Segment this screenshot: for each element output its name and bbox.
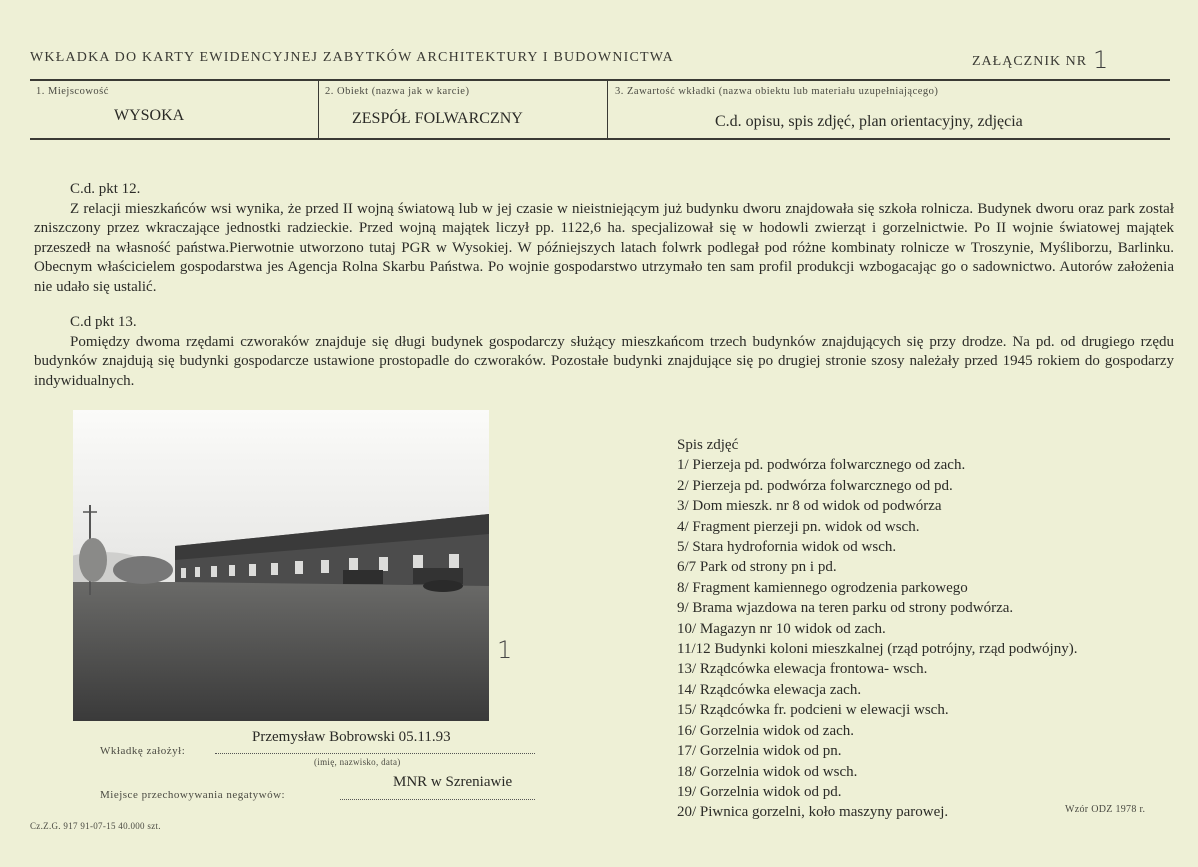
list-item: 8/ Fragment kamiennego ogrodzenia parkowego <box>677 579 968 596</box>
field-label-contents: 3. Zawartość wkładki (nazwa obiektu lub materiału uzupełniającego) <box>615 86 939 97</box>
photo-number: 1 <box>497 636 513 664</box>
photo-list-title: Spis zdjęć <box>677 437 739 453</box>
bottom-rule <box>30 138 1170 140</box>
list-item: 2/ Pierzeja pd. podwórza folwarcznego od pd. <box>677 477 953 494</box>
field-label-object: 2. Obiekt (nazwa jak w karcie) <box>325 86 470 97</box>
compiled-label: Wkładkę założył: <box>100 745 186 757</box>
description-section-12 <box>34 180 1174 297</box>
list-item: 14/ Rządcówka elewacja zach. <box>677 681 862 698</box>
storage-value: MNR w Szreniawie <box>393 774 513 790</box>
farm-building-photo <box>73 410 489 721</box>
photo-list <box>677 435 1077 823</box>
attachment-label <box>972 46 1109 74</box>
list-item: 9/ Brama wjazdowa na teren parku od strony podwórza. <box>677 600 1014 617</box>
field-divider-2 <box>607 81 608 138</box>
list-item: 6/7 Park od strony pn i pd. <box>677 559 837 576</box>
top-rule <box>30 79 1170 81</box>
list-item: 11/12 Budynki koloni mieszkalnej (rząd potrójny, rząd podwójny). <box>677 641 1078 658</box>
field-label-location: 1. Miejscowość <box>36 86 109 97</box>
list-item: 1/ Pierzeja pd. podwórza folwarcznego od zach. <box>677 457 966 474</box>
list-item: 15/ Rządcówka fr. podcieni w elewacji wsch. <box>677 702 949 719</box>
description-section-13 <box>34 313 1174 391</box>
attachment-number: 1 <box>1093 46 1110 74</box>
list-item: 5/ Stara hydrofornia widok od wsch. <box>677 539 897 556</box>
section-text: Z relacji mieszkańców wsi wynika, że przed II wojną światową lub w jej czasie w nieistniejącym już budynku dworu znajdowała się szkoła rolnicza. Budynek dworu oraz park został zniszczony przez wkraczające jednostki radzieckie. Przed wojną majątek liczył pp. 1122,6 ha. specjalizował się w hodowli zwierząt i gorzelnictwie. Po II wojnie światowej majątek przeszedł na własność państwa.Pierwotnie utworzono tutaj PGR w Wysokiej. W późniejszych latach folwrk podlegał pod różne kombinaty rolnicze w Troszynie, Myśliborzu, Barlinku. Obecnym właścicielem gospodarstwa jes Agencja Rolna Skarbu Państwa. Po wojnie gospodarstwo utrzymało ten sam profil produkcji wzbogacając go o sadownictwo. Autorów założenia nie udało się ustalić. <box>34 200 1174 295</box>
section-text: Pomiędzy dwoma rzędami czworaków znajduje się długi budynek gospodarczy służący mieszkańcom trzech budynków znajdujących się przy drodze. Na pd. od drugiego rzędu budynków znajdują się budynki gospodarcze ustawione prostopadle do czworaków. Pozostałe budynki znajdujące się po drugiej stronie szosy należały przed 1945 rokiem do gospodarzy indywidualnych. <box>34 333 1174 389</box>
photo-illustration <box>73 410 489 721</box>
list-item: 4/ Fragment pierzeji pn. widok od wsch. <box>677 518 920 535</box>
storage-label: Miejsce przechowywania negatywów: <box>100 789 286 801</box>
section-heading: C.d pkt 13. <box>70 314 137 330</box>
compiled-line <box>215 753 535 754</box>
form-code: Wzór ODZ 1978 r. <box>1065 804 1146 815</box>
form-title: WKŁADKA DO KARTY EWIDENCYJNEJ ZABYTKÓW ARCHITEKTURY I BUDOWNICTWA <box>30 50 674 65</box>
section-heading: C.d. pkt 12. <box>70 181 141 197</box>
list-item: 19/ Gorzelnia widok od pd. <box>677 783 842 800</box>
field-divider-1 <box>318 81 319 138</box>
list-item: 17/ Gorzelnia widok od pn. <box>677 743 842 760</box>
field-value-location: WYSOKA <box>114 107 185 124</box>
list-item: 3/ Dom mieszk. nr 8 od widok od podwórza <box>677 498 942 515</box>
storage-line <box>340 799 535 800</box>
list-item: 18/ Gorzelnia widok od wsch. <box>677 763 858 780</box>
list-item: 20/ Piwnica gorzelni, koło maszyny parowej. <box>677 804 949 821</box>
list-item: 10/ Magazyn nr 10 widok od zach. <box>677 620 886 637</box>
list-item: 13/ Rządcówka elewacja frontowa- wsch. <box>677 661 928 678</box>
field-value-object: ZESPÓŁ FOLWARCZNY <box>352 110 523 127</box>
field-value-contents: C.d. opisu, spis zdjęć, plan orientacyjny, zdjęcia <box>715 113 1023 130</box>
print-code: Cz.Z.G. 917 91-07-15 40.000 szt. <box>30 821 161 831</box>
attachment-label-text: ZAŁĄCZNIK NR <box>972 54 1088 69</box>
compiled-value: Przemysław Bobrowski 05.11.93 <box>252 729 451 745</box>
compiled-hint: (imię, nazwisko, data) <box>314 757 401 767</box>
list-item: 16/ Gorzelnia widok od zach. <box>677 722 855 739</box>
